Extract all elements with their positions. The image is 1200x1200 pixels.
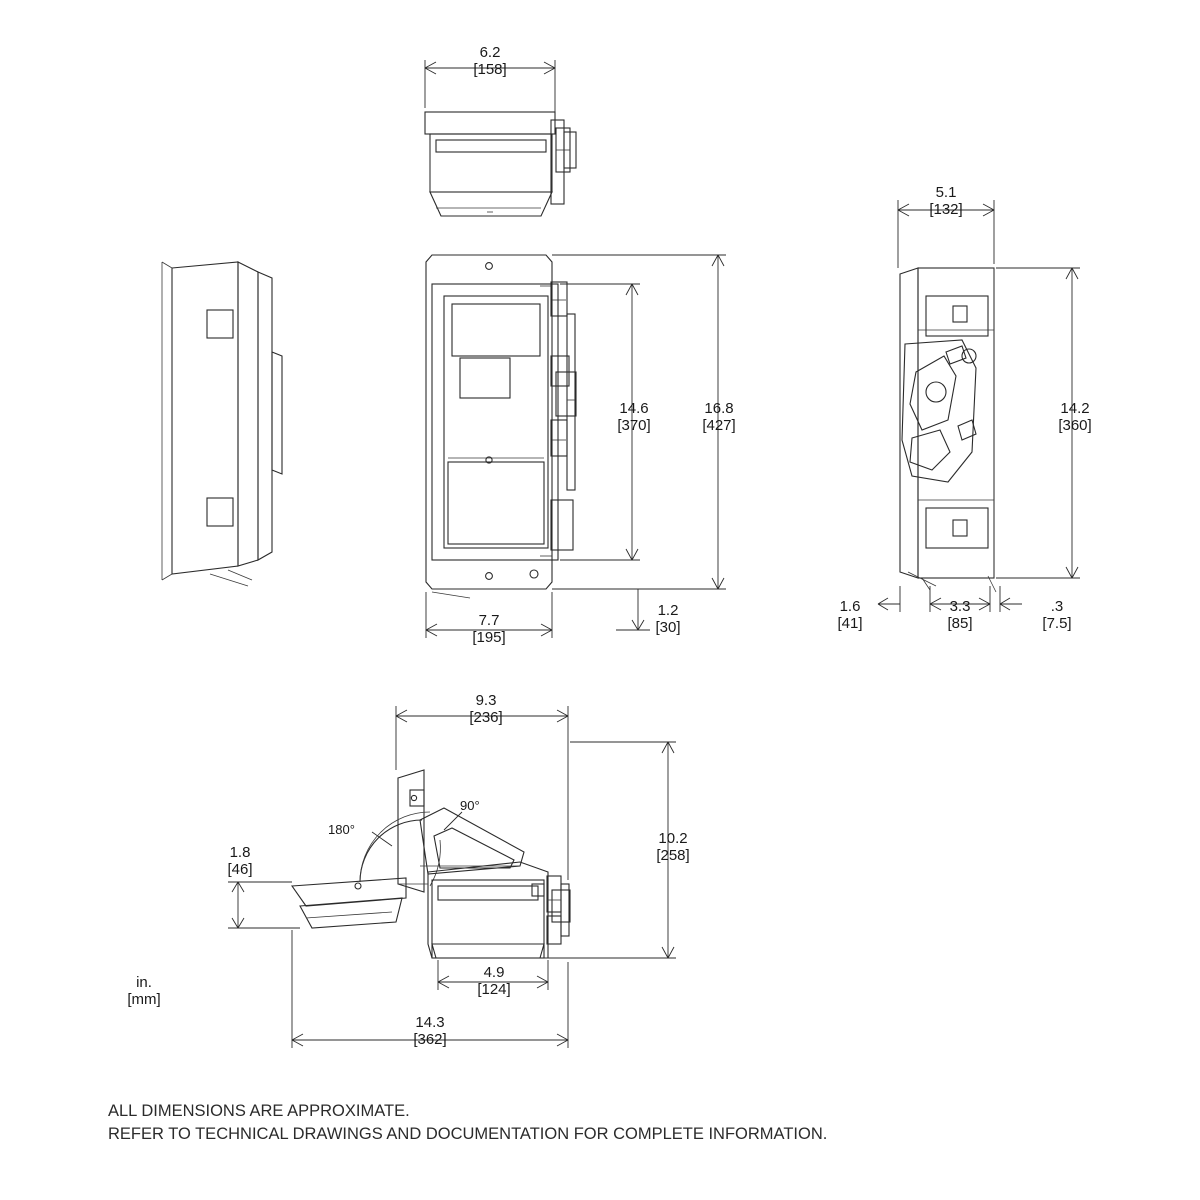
dim-label-plan-total-width bbox=[394, 1014, 466, 1048]
dim-label-front-inner-height bbox=[601, 400, 667, 434]
dim-label-plan-small-height bbox=[212, 844, 268, 878]
dim-plan-width-inner bbox=[396, 706, 568, 880]
front-view bbox=[426, 255, 576, 598]
dim-value-mm: [46] bbox=[227, 861, 253, 878]
dim-value-mm: [41] bbox=[837, 615, 863, 632]
units-legend bbox=[108, 974, 180, 1008]
dim-label-side-left-offset bbox=[822, 598, 878, 632]
dim-value-mm: [427] bbox=[702, 417, 736, 434]
dim-value-mm: [132] bbox=[929, 201, 963, 218]
dim-value-in: 16.8 bbox=[704, 400, 734, 417]
dim-value-in: 1.2 bbox=[657, 602, 679, 619]
dim-value-in: 14.6 bbox=[619, 400, 649, 417]
dim-value-mm: [30] bbox=[655, 619, 681, 636]
dim-value-in: 14.2 bbox=[1060, 400, 1090, 417]
dim-value-in: 1.8 bbox=[229, 844, 251, 861]
units-mm: [mm] bbox=[127, 991, 161, 1008]
dim-label-plan-body-width bbox=[460, 964, 528, 998]
dim-value-mm: [360] bbox=[1058, 417, 1092, 434]
units-in: in. bbox=[136, 974, 152, 991]
dim-value-in: 4.9 bbox=[483, 964, 505, 981]
dim-value-in: 14.3 bbox=[415, 1014, 445, 1031]
dim-value-mm: [7.5] bbox=[1042, 615, 1072, 632]
dim-value-in: 9.3 bbox=[475, 692, 497, 709]
dim-value-in: 7.7 bbox=[478, 612, 500, 629]
plan-rotation-view bbox=[292, 770, 570, 958]
angle-label-90: 90° bbox=[460, 798, 480, 813]
dim-label-front-width bbox=[455, 612, 523, 646]
dim-label-side-height bbox=[1042, 400, 1108, 434]
dim-plan-small-height bbox=[228, 882, 300, 928]
dim-value-in: 6.2 bbox=[479, 44, 501, 61]
dim-label-front-outer-height bbox=[686, 400, 752, 434]
dim-label-front-bottom-offset bbox=[640, 602, 696, 636]
dim-value-mm: [158] bbox=[473, 61, 507, 78]
left-profile-view bbox=[162, 262, 282, 586]
dim-value-in: 3.3 bbox=[949, 598, 971, 615]
dim-label-plan-depth bbox=[640, 830, 706, 864]
dim-label-side-width bbox=[912, 184, 980, 218]
dim-label-side-right-offset bbox=[1026, 598, 1088, 632]
dim-value-mm: [370] bbox=[617, 417, 651, 434]
right-side-view bbox=[900, 268, 996, 592]
dim-value-mm: [124] bbox=[477, 981, 511, 998]
dim-value-mm: [362] bbox=[413, 1031, 447, 1048]
angle-label-180: 180° bbox=[328, 822, 355, 837]
dim-value-mm: [236] bbox=[469, 709, 503, 726]
dim-label-plan-width-inner bbox=[452, 692, 520, 726]
dim-value-in: 5.1 bbox=[935, 184, 957, 201]
dim-value-mm: [85] bbox=[947, 615, 973, 632]
dim-value-mm: [258] bbox=[656, 847, 690, 864]
dim-label-top-view-width bbox=[450, 44, 530, 78]
note-line-1: ALL DIMENSIONS ARE APPROXIMATE. bbox=[108, 1102, 410, 1120]
dim-value-in: 10.2 bbox=[658, 830, 688, 847]
top-view-enclosure bbox=[425, 112, 576, 216]
note-line-2: REFER TO TECHNICAL DRAWINGS AND DOCUMENTATION FOR COMPLETE INFORMATION. bbox=[108, 1125, 828, 1143]
dim-label-side-mid-offset bbox=[932, 598, 988, 632]
dim-value-in: .3 bbox=[1050, 598, 1064, 615]
dim-value-in: 1.6 bbox=[839, 598, 861, 615]
dim-value-mm: [195] bbox=[472, 629, 506, 646]
